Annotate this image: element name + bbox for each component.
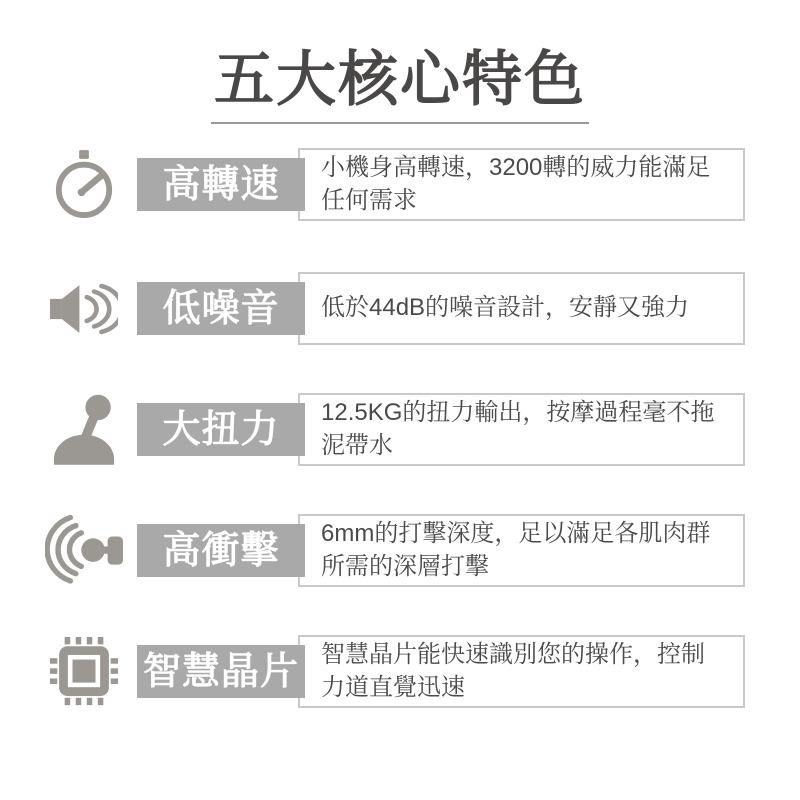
feature-description xyxy=(298,635,745,708)
feature-label: 高轉速 xyxy=(137,158,305,211)
feature-description-text: 小機身高轉速，3200轉的威力能滿足任何需求 xyxy=(321,154,711,214)
feature-row-high-impact xyxy=(0,514,800,587)
feature-label: 高衝擊 xyxy=(137,524,305,577)
feature-row-high-torque xyxy=(0,393,800,466)
feature-description xyxy=(298,272,745,345)
feature-description-text: 12.5KG的扭力輸出，按摩過程毫不拖泥帶水 xyxy=(321,399,715,459)
feature-description-text: 智慧晶片能快速識別您的操作，控制力道直覺迅速 xyxy=(321,641,705,701)
title-section xyxy=(0,46,800,124)
feature-description-text: 低於44dB的噪音設計，安靜又強力 xyxy=(321,294,690,322)
page-title: 五大核心特色 xyxy=(211,50,589,124)
stopwatch-icon xyxy=(40,148,128,221)
feature-row-smart-chip xyxy=(0,635,800,708)
feature-label: 大扭力 xyxy=(137,403,305,456)
feature-description xyxy=(298,514,745,587)
feature-label: 智慧晶片 xyxy=(137,645,305,698)
chip-icon xyxy=(40,635,128,708)
feature-row-low-noise xyxy=(0,272,800,345)
feature-description xyxy=(298,148,745,221)
gear-shifter-icon xyxy=(40,393,128,466)
feature-row-high-speed xyxy=(0,148,800,221)
speaker-icon xyxy=(40,272,128,345)
feature-description xyxy=(298,393,745,466)
feature-description-text: 6mm的打擊深度，足以滿足各肌肉群所需的深層打擊 xyxy=(321,520,711,580)
feature-label: 低噪音 xyxy=(137,282,305,335)
impact-icon xyxy=(40,514,128,587)
